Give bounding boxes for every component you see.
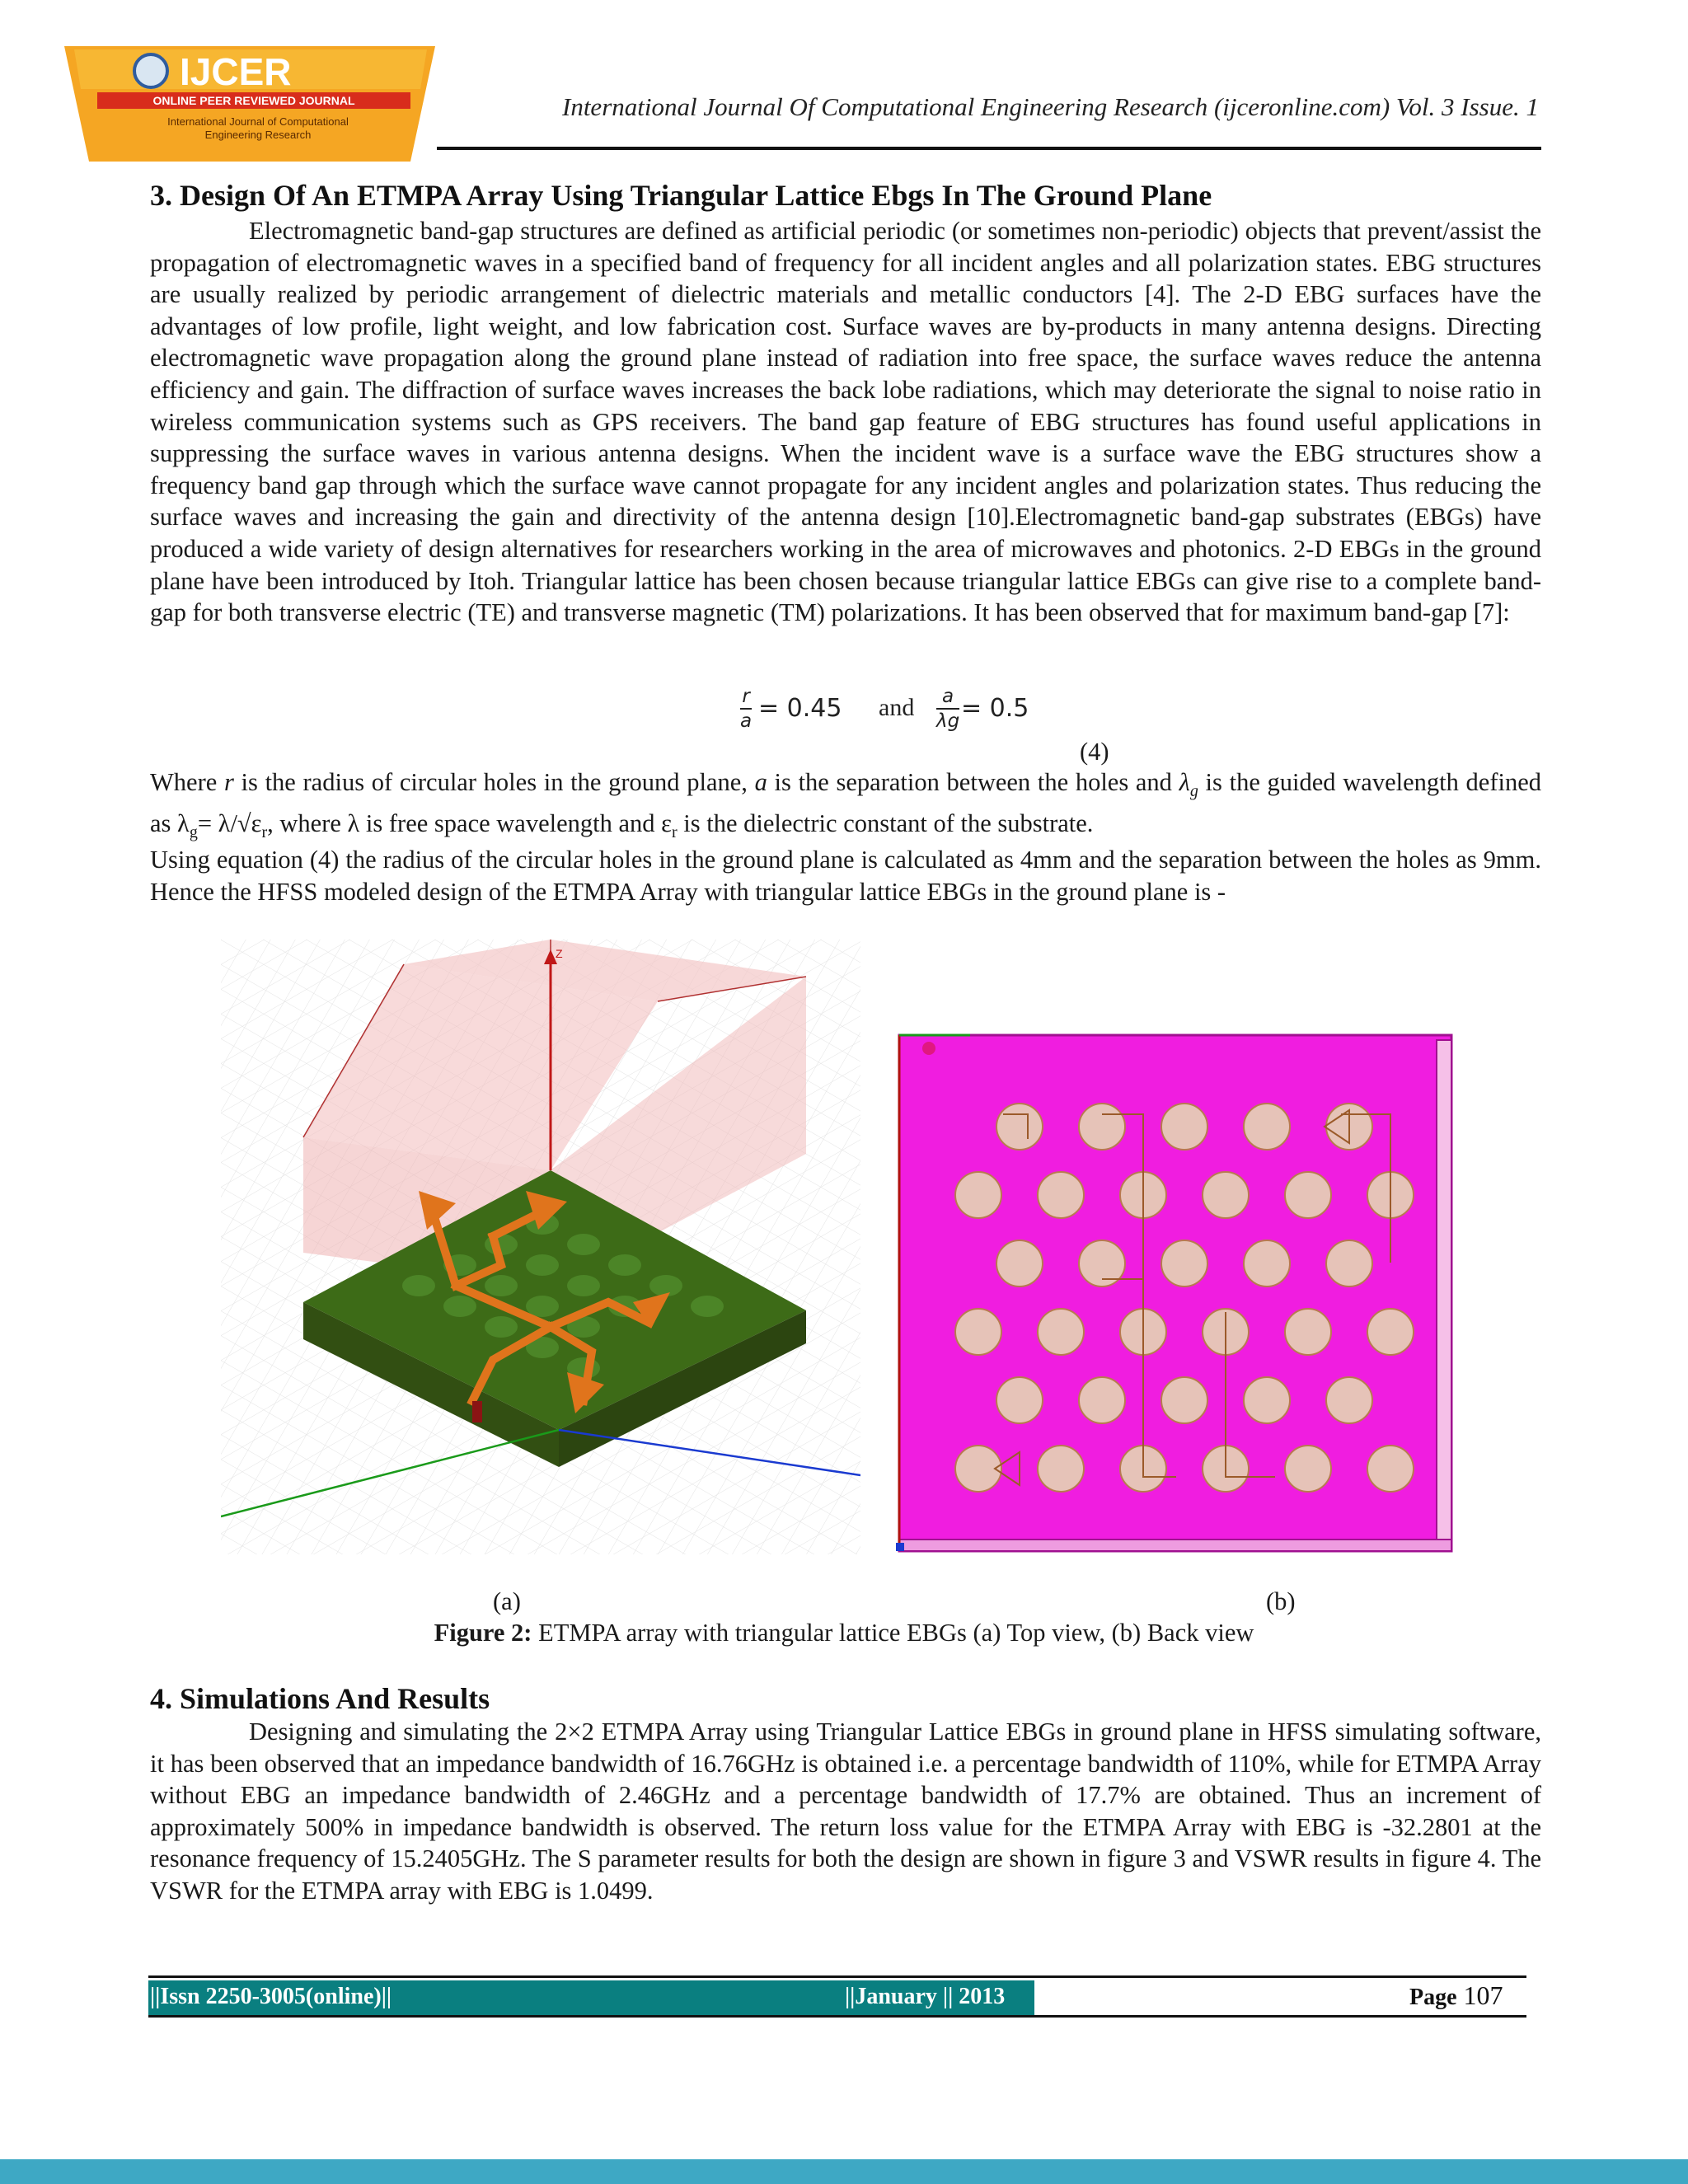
- footer-bottom-rule: [148, 2015, 1526, 2018]
- fraction-a-over-lambda-g: a λg: [936, 686, 960, 732]
- section-3-paragraph-3: Using equation (4) the radius of the circular holes in the ground plane is calculated as 4mm and the separation between the holes as 9mm. Hence the HFSS modeled design of the ETMPA Array with triangular lattice EBGs in the ground plane is -: [150, 846, 1541, 906]
- journal-header: International Journal Of Computational Engineering Research (ijceronline.com) Vol. 3 Issue. 1: [562, 92, 1539, 121]
- footer-date: ||January || 2013: [845, 1984, 1006, 2009]
- header-rule: [437, 147, 1541, 150]
- ijcer-logo: [64, 40, 435, 162]
- footer-issn: ||Issn 2250-3005(online)||: [150, 1984, 392, 2009]
- figure-2b-back-view: [896, 1032, 1465, 1556]
- footer-top-rule: [148, 1975, 1526, 1978]
- figure-label-a: (a): [493, 1587, 521, 1615]
- equation-number: (4): [1080, 738, 1109, 766]
- equation-4: r a = 0.45 and a λg = 0.5: [740, 686, 1029, 732]
- figure-2-caption: Figure 2: ETMPA array with triangular lattice EBGs (a) Top view, (b) Back view: [434, 1619, 1254, 1647]
- svg-text:International Journal of Compu: International Journal of Computational: [167, 115, 349, 128]
- svg-text:Z: Z: [556, 947, 563, 960]
- section-3-paragraph-1: Electromagnetic band-gap structures are defined as artificial periodic (or sometimes non-periodic) objects that prevent/assist the propagation of electromagnetic waves in a specified band of frequency for all incident angles and all polarization states. EBG structures are usually realized by periodic arrangement of dielectric materials and metallic conductors [4]. The 2-D EBG surfaces have the advantages of low profile, light weight, and low fabrication cost. Surface waves are by-products in many antenna designs. Directing electromagnetic wave propagation along the ground plane instead of radiation into free space, the surface waves reduce the antenna efficiency and gain. The diffraction of surface waves increases the back lobe radiations, which may deteriorate the signal to noise ratio in wireless communication systems such as GPS receivers. The band gap feature of EBG structures has found useful applications in suppressing the surface waves in various antenna designs. When the incident wave is a surface wave the EBG structures show a frequency band gap through which the surface wave cannot propagate for any incident angles and polarization states. Thus reducing the surface waves and increasing the gain and directivity of the antenna design [10].Electromagnetic band-gap substrates (EBGs) have produced a wide variety of design alternatives for researchers working in the area of microwaves and photonics. 2-D EBGs in the ground plane have been introduced by Itoh. Triangular lattice has been chosen because triangular lattice EBGs can give rise to a complete band-gap for both transverse electric (TE) and transverse magnetic (TM) polarizations. It has been observed that for maximum band-gap [7]:: [150, 217, 1541, 627]
- figure-2a-top-view: [221, 940, 860, 1554]
- section-4-paragraph-1: Designing and simulating the 2×2 ETMPA Array using Triangular Lattice EBGs in ground plane in HFSS simulating software, it has been observed that an impedance bandwidth of 16.76GHz is obtained i.e. a percentage bandwidth of 110%, while for ETMPA Array without EBG an impedance bandwidth of 2.46GHz and a percentage bandwidth of 17.7% are obtained. Thus an increment of approximately 500% in impedance bandwidth is observed. The return loss value for the ETMPA Array with EBG is -32.2801 at the resonance frequency of 15.2405GHz. The S parameter results for both the design are shown in figure 3 and VSWR results in figure 4. The VSWR for the ETMPA array with EBG is 1.0499.: [150, 1718, 1541, 1905]
- section-3-paragraph-2: Where r is the radius of circular holes in the ground plane, a is the separation between the holes and $\lambda_g$ is the guided wavelength defined as $\lambda_g= \lambda/√\varepsilon_r$, where λ is free space wavelength and $\varepsilon_r$ is the dielectric constant of the substrate.: [150, 768, 1541, 841]
- page-bottom-strip: [0, 2159, 1688, 2184]
- fraction-r-over-a: r a: [740, 686, 753, 732]
- section-4-title: 4. Simulations And Results: [150, 1682, 490, 1715]
- section-3-title: 3. Design Of An ETMPA Array Using Triangular Lattice Ebgs In The Ground Plane: [150, 179, 1212, 212]
- svg-text:ONLINE PEER REVIEWED JOURNAL: ONLINE PEER REVIEWED JOURNAL: [152, 94, 355, 107]
- footer-page-number: Page 107: [1409, 1980, 1503, 2010]
- logo-wordmark: IJCER: [180, 50, 292, 93]
- figure-label-b: (b): [1266, 1587, 1296, 1615]
- svg-text:Engineering Research: Engineering Research: [204, 129, 312, 141]
